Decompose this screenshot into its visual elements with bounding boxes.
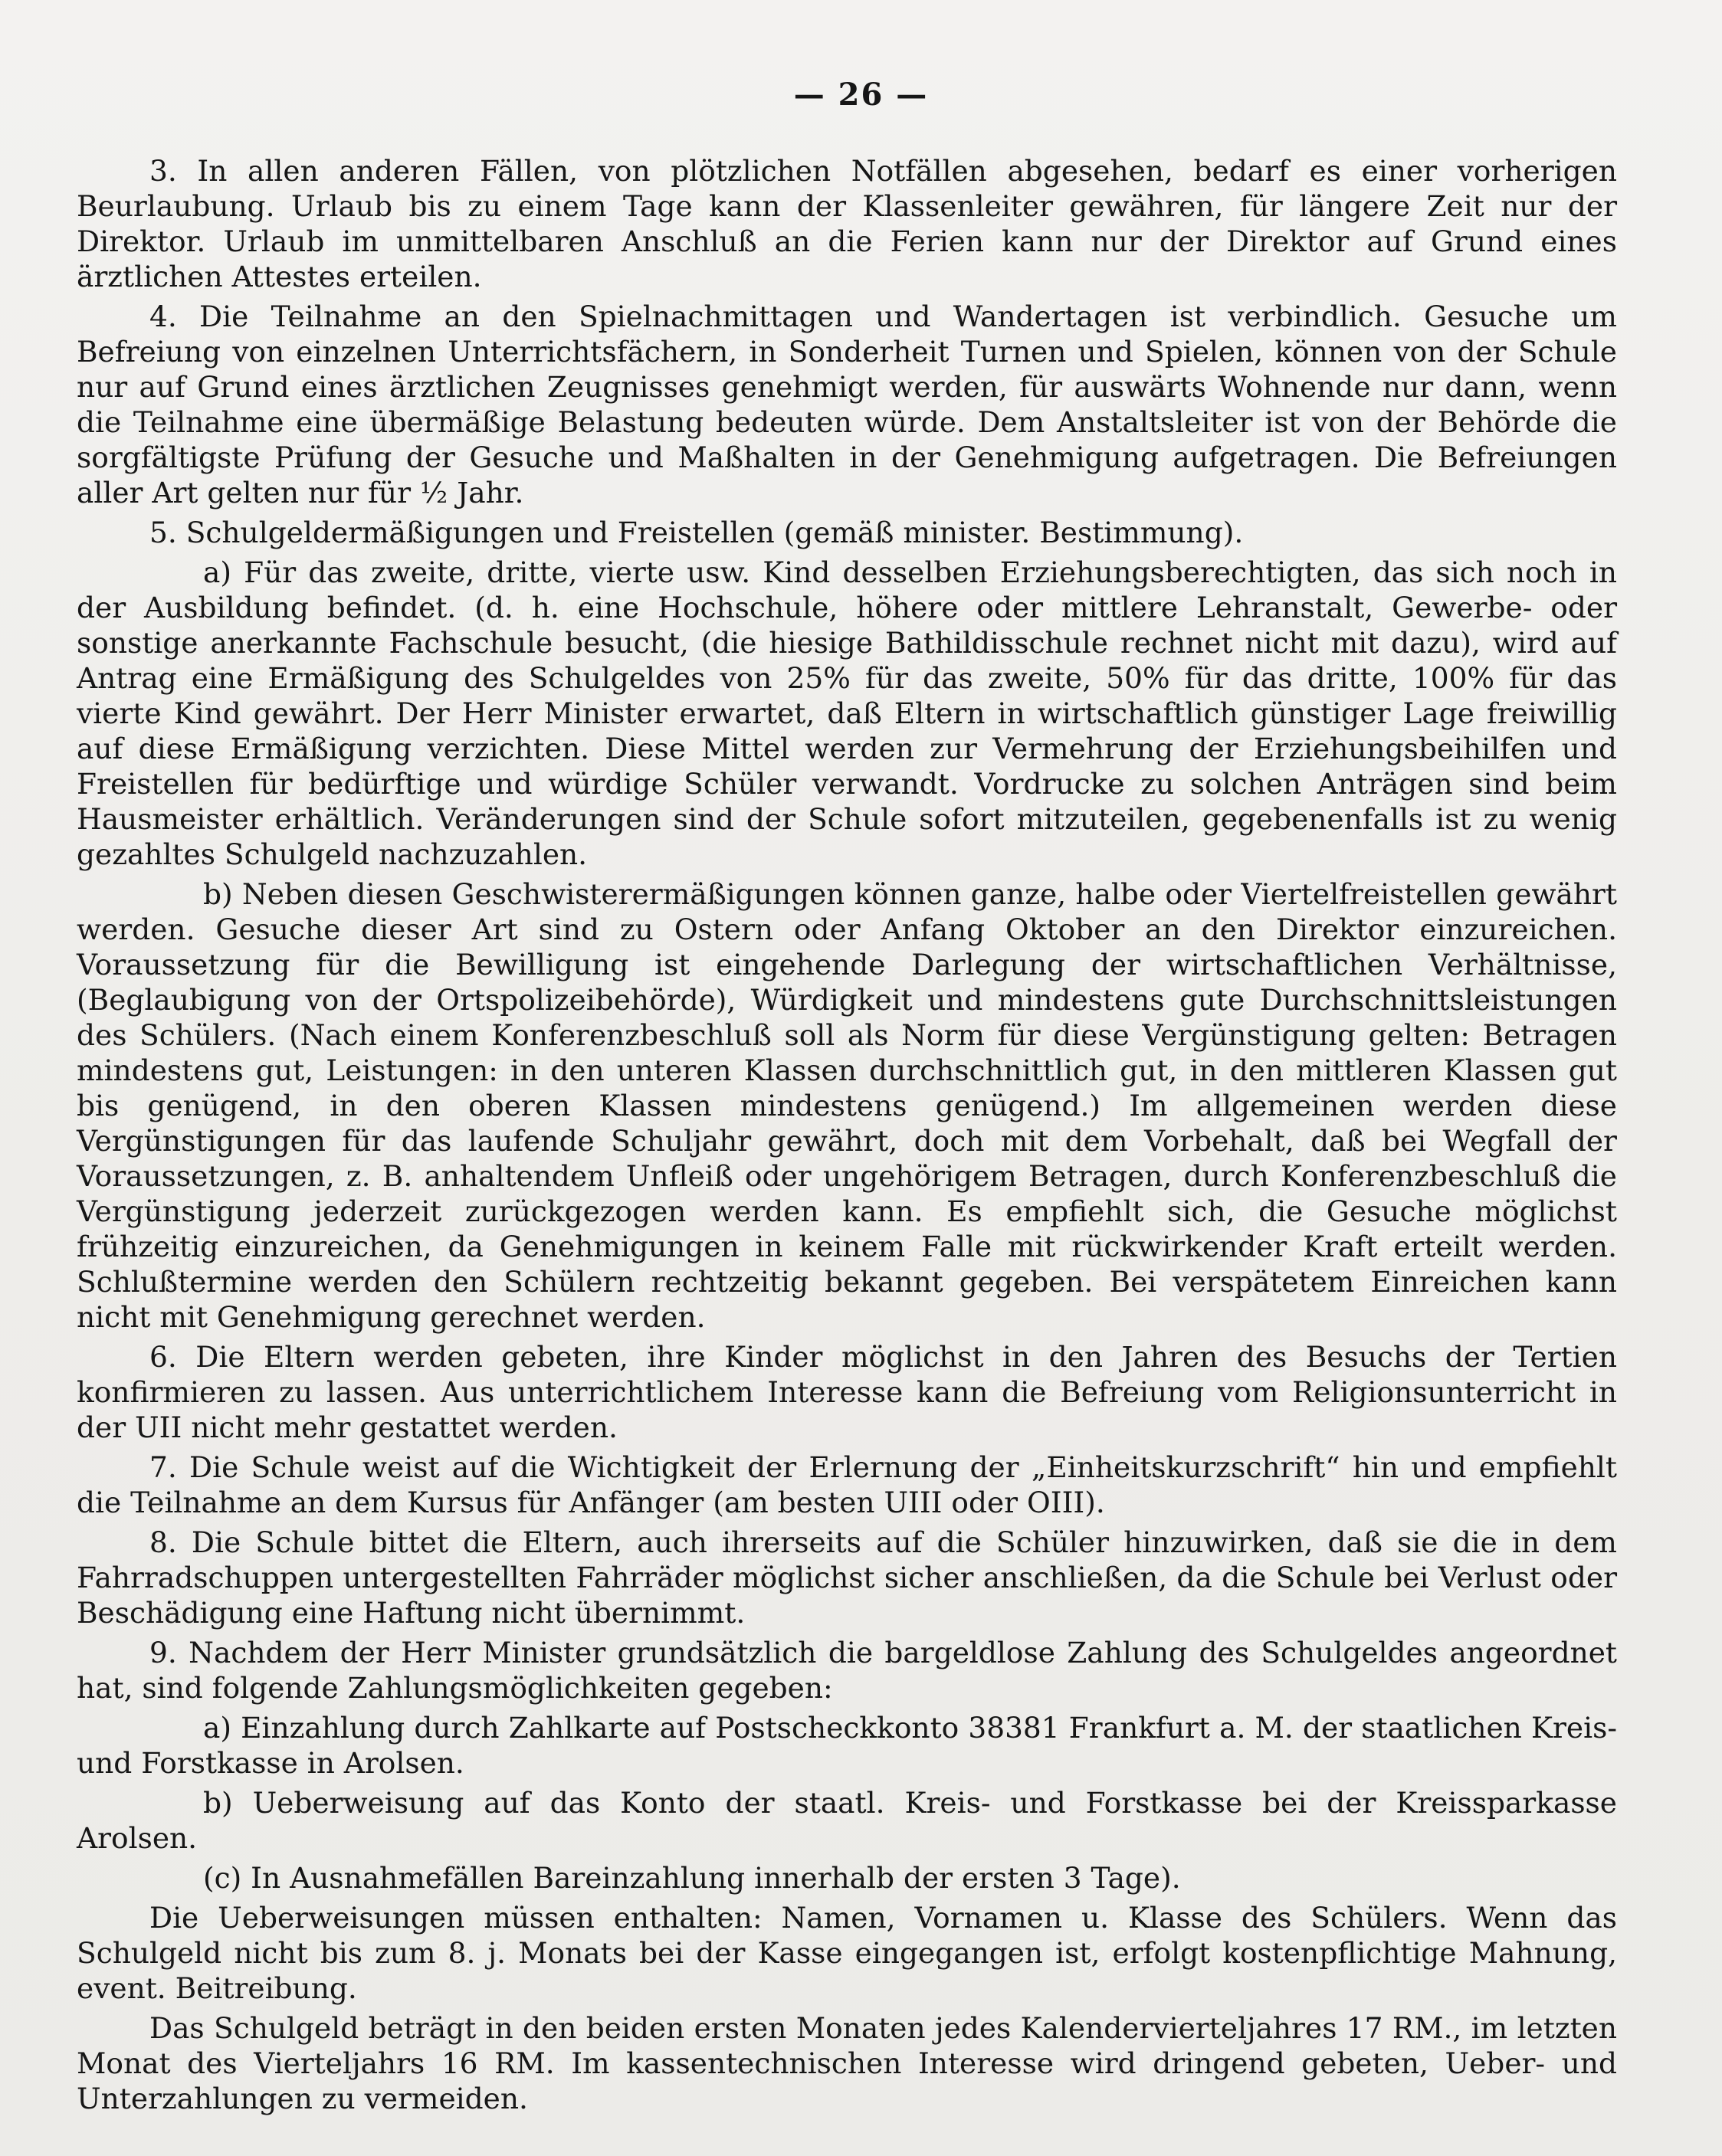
paragraph-5: 5. Schulgeldermäßigungen und Freistellen (gemäß minister. Bestimmung). [149,516,1244,549]
paragraph-9a: a) Einzahlung durch Zahlkarte auf Postscheckkonto 38381 Frankfurt a. M. der staatlichen Kreis- und Forstkasse in Arolsen. [77,1711,1617,1780]
paragraph-fees: Das Schulgeld beträgt in den beiden ersten Monaten jedes Kalendervierteljahres 17 RM., im letzten Monat des Vierteljahrs 16 RM. Im kassentechnischen Interesse wird dringend gebeten, Ueber- und Unterzahlungen zu vermeiden. [77,2011,1617,2115]
paragraph-9: 9. Nachdem der Herr Minister grundsätzlich die bargeldlose Zahlung des Schulgeldes angeordnet hat, sind folgende Zahlungsmöglichkeiten gegeben: [77,1636,1617,1705]
page-number: — 26 — [793,77,929,113]
paragraph-transfers: Die Ueberweisungen müssen enthalten: Namen, Vornamen u. Klasse des Schülers. Wenn das Schulgeld nicht bis zum 8. j. Monats bei der Kasse eingegangen ist, erfolgt kostenpflichtige Mahnung, event. Beitreibung. [77,1901,1617,2005]
paragraph-6: 6. Die Eltern werden gebeten, ihre Kinder möglichst in den Jahren des Besuchs der Tertien konfirmieren zu lassen. Aus unterrichtlichem Interesse kann die Befreiung vom Religionsunterricht in der UII nicht mehr gestattet werden. [77,1340,1617,1444]
paragraph-9b: b) Ueberweisung auf das Konto der staatl. Kreis- und Forstkasse bei der Kreissparkasse Arolsen. [77,1786,1617,1855]
paragraph-4: 4. Die Teilnahme an den Spielnachmittagen und Wandertagen ist verbindlich. Gesuche um Befreiung von einzelnen Unterrichtsfächern, in Sonderheit Turnen und Spielen, können von der Schule nur auf Grund eines ärztlichen Zeugnisses genehmigt werden, für auswärts Wohnende nur dann, wenn die Teilnahme eine übermäßige Belastung bedeuten würde. Dem Anstaltsleiter ist von der Behörde die sorgfältigste Prüfung der Gesuche und Maßhalten in der Genehmigung aufgetragen. Die Befreiungen aller Art gelten nur für ½ Jahr. [77,300,1617,510]
paragraph-5b: b) Neben diesen Geschwisterermäßigungen können ganze, halbe oder Viertelfreistellen gewährt werden. Gesuche dieser Art sind zu Ostern oder Anfang Oktober an den Direktor einzureichen. Voraussetzung für die Bewilligung ist eingehende Darlegung der wirtschaftlichen Verhältnisse, (Beglaubigung von der Ortspolizeibehörde), Würdigkeit und mindestens gute Durchschnittsleistungen des Schülers. (Nach einem Konferenzbeschluß soll als Norm für diese Vergünstigung gelten: Betragen mindestens gut, Leistungen: in den unteren Klassen durchschnittlich gut, in den mittleren Klassen gut bis genügend, in den oberen Klassen mindestens genügend.) Im allgemeinen werden diese Vergünstigungen für das laufende Schuljahr gewährt, doch mit dem Vorbehalt, daß bei Wegfall der Voraussetzungen, z. B. anhaltendem Unfleiß oder ungehörigem Betragen, durch Konferenzbeschluß die Vergünstigung jederzeit zurückgezogen werden kann. Es empfiehlt sich, die Gesuche möglichst frühzeitig einzureichen, da Genehmigungen in keinem Falle mit rückwirkender Kraft erteilt werden. Schlußtermine werden den Schülern rechtzeitig bekannt gegeben. Bei verspätetem Einreichen kann nicht mit Genehmigung gerechnet werden. [77,877,1617,1334]
paragraph-9c: (c) In Ausnahmefällen Bareinzahlung innerhalb der ersten 3 Tage). [203,1861,1181,1895]
paragraph-5a: a) Für das zweite, dritte, vierte usw. Kind desselben Erziehungsberechtigten, das sich noch in der Ausbildung befindet. (d. h. eine Hochschule, höhere oder mittlere Lehranstalt, Gewerbe- oder sonstige anerkannte Fachschule besucht, (die hiesige Bathildisschule rechnet nicht mit dazu), wird auf Antrag eine Ermäßigung des Schulgeldes von 25% für das zweite, 50% für das dritte, 100% für das vierte Kind gewährt. Der Herr Minister erwartet, daß Eltern in wirtschaftlich günstiger Lage freiwillig auf diese Ermäßigung verzichten. Diese Mittel werden zur Vermehrung der Erziehungsbeihilfen und Freistellen für bedürftige und würdige Schüler verwandt. Vordrucke zu solchen Anträgen sind beim Hausmeister erhältlich. Veränderungen sind der Schule sofort mitzuteilen, gegebenenfalls ist zu wenig gezahltes Schulgeld nachzuzahlen. [77,555,1617,871]
paragraph-8: 8. Die Schule bittet die Eltern, auch ihrerseits auf die Schüler hinzuwirken, daß sie die in dem Fahrradschuppen untergestellten Fahrräder möglichst sicher anschließen, da die Schule bei Verlust oder Beschädigung eine Haftung nicht übernimmt. [77,1525,1617,1630]
paragraph-7: 7. Die Schule weist auf die Wichtigkeit der Erlernung der „Einheitskurzschrift“ hin und empfiehlt die Teilnahme an dem Kursus für Anfänger (am besten UIII oder OIII). [77,1450,1617,1519]
document-body [77,153,1617,2121]
paragraph-3: 3. In allen anderen Fällen, von plötzlichen Notfällen abgesehen, bedarf es einer vorherigen Beurlaubung. Urlaub bis zu einem Tage kann der Klassenleiter gewähren, für längere Zeit nur der Direktor. Urlaub im unmittelbaren Anschluß an die Ferien kann nur der Direktor auf Grund eines ärztlichen Attestes erteilen. [77,154,1617,293]
